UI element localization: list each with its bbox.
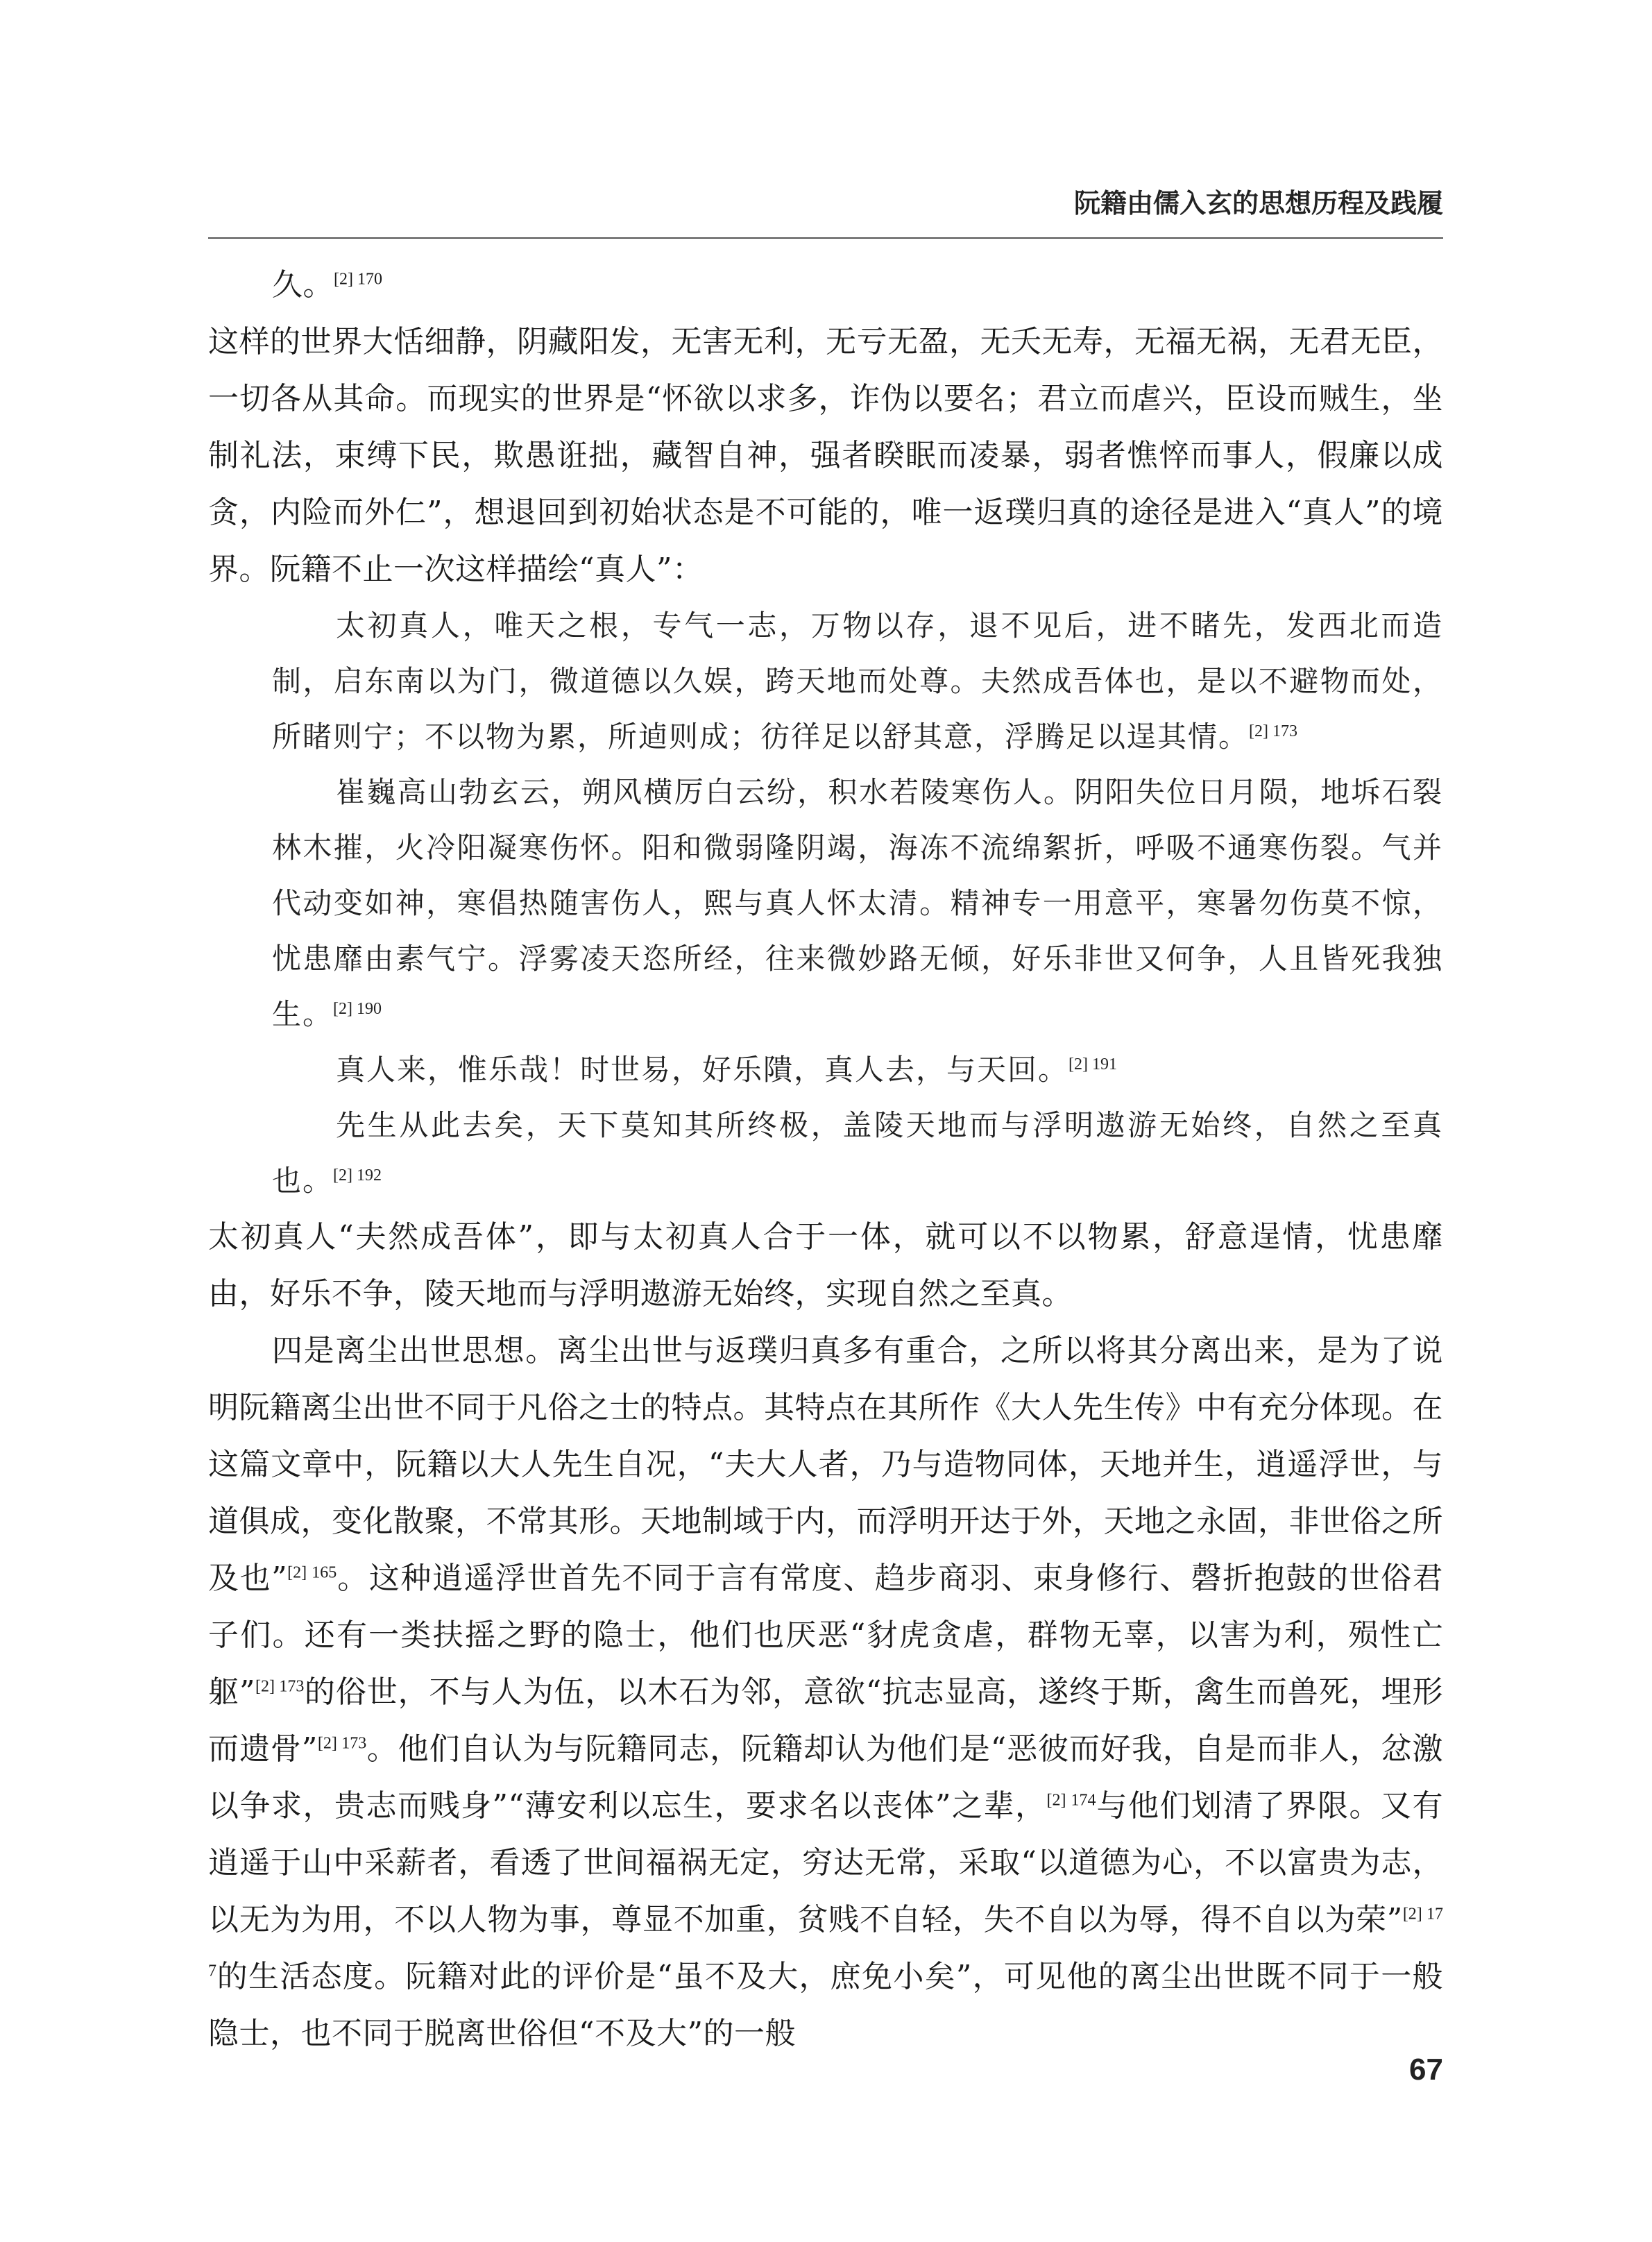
paragraph-3 xyxy=(208,1323,1443,2062)
main-text xyxy=(208,257,1443,2062)
block-quote-4 xyxy=(208,1098,1443,1209)
text: 久。 xyxy=(272,267,334,303)
text: 太初真人“夫然成吾体”，即与太初真人合于一体，就可以不以物累，舒意逞情，忧患靡由，好乐不争，陵天地而与浮明遨游无始终，实现自然之至真。 xyxy=(208,1219,1443,1311)
page-number: 67 xyxy=(1409,2053,1443,2087)
block-quote-2 xyxy=(208,765,1443,1042)
running-header: 阮籍由儒入玄的思想历程及践履 xyxy=(1073,188,1443,219)
text: 的俗世，不与人为伍，以木石为邻，意欲“抗志显高，遂终于斯，禽生而兽死，埋形而遗骨” xyxy=(208,1674,1443,1767)
citation: [2] 174 xyxy=(1046,1791,1096,1810)
text: 四是离尘出世思想。离尘出世与返璞归真多有重合，之所以将其分离出来，是为了说明阮籍离尘出世不同于凡俗之士的特点。其特点在其所作《大人先生传》中有充分体现。在这篇文章中，阮籍以大人先生自况，“夫大人者，乃与造物同体，天地并生，逍遥浮世，与道俱成，变化散聚，不常其形。天地制域于内，而浮明开达于外，天地之永固，非世俗之所及也” xyxy=(208,1333,1443,1596)
text: 先生从此去矣，天下莫知其所终极，盖陵天地而与浮明遨游无始终，自然之至真也。 xyxy=(272,1108,1443,1198)
citation: [2] 192 xyxy=(333,1166,382,1184)
block-quote-3 xyxy=(208,1042,1443,1098)
text: 。他们自认为与阮籍同志，阮籍却认为他们是“恶彼而好我，自是而非人，忿激以争求，贵志而贱身”“薄安利以忘生，要求名以丧体”之辈， xyxy=(208,1731,1443,1824)
text: 的生活态度。阮籍对此的评价是“虽不及大，庶免小矣”，可见他的离尘出世既不同于一般隐士，也不同于脱离世俗但“不及大”的一般 xyxy=(208,1959,1443,2051)
citation: [2] 191 xyxy=(1068,1055,1117,1073)
block-quotes xyxy=(208,598,1443,1209)
citation: [2] 165 xyxy=(287,1563,337,1582)
citation: [2] 177 xyxy=(208,1905,1444,1980)
text: 这样的世界大恬细静，阴藏阳发，无害无利，无亏无盈，无夭无寿，无福无祸，无君无臣，一切各从其命。而现实的世界是“怀欲以求多，诈伪以要名；君立而虐兴，臣设而贼生，坐制礼法，束缚下民，欺愚诳拙，藏智自神，强者睽眠而凌暴，弱者憔悴而事人，假廉以成贪，内险而外仁”，想退回到初始状态是不可能的，唯一返璞归真的途径是进入“真人”的境界。阮籍不止一次这样描绘“真人”： xyxy=(208,324,1443,587)
citation: [2] 190 xyxy=(333,1000,382,1018)
citation: [2] 173 xyxy=(317,1734,367,1753)
text: 崔巍高山勃玄云，朔风横厉白云纷，积水若陵寒伤人。阴阳失位日月陨，地坼石裂林木摧，火冷阳凝寒伤怀。阳和微弱隆阴竭，海冻不流绵絮折，呼吸不通寒伤裂。气并代动变如神，寒倡热随害伤人，熙与真人怀太清。精神专一用意平，寒暑勿伤莫不惊，忧患靡由素气宁。浮雾凌天恣所经，往来微妙路无倾，好乐非世又何争，人且皆死我独生。 xyxy=(272,775,1443,1031)
citation: [2] 173 xyxy=(1249,722,1297,740)
text: 。这种逍遥浮世首先不同于言有常度、趋步商羽、束身修行、磬折抱鼓的世俗君子们。还有一类扶摇之野的隐士，他们也厌恶“豺虎贪虐，群物无辜，以害为利，殒性亡躯” xyxy=(208,1561,1444,1710)
paragraph-2 xyxy=(208,1209,1443,1323)
header-divider xyxy=(208,237,1443,239)
text: 真人来，惟乐哉！时世易，好乐隤，真人去，与天回。 xyxy=(336,1053,1069,1087)
citation: [2] 173 xyxy=(255,1677,305,1696)
text: 太初真人，唯天之根，专气一志，万物以存，退不见后，进不睹先，发西北而造制，启东南以为门，微道德以久娱，跨天地而处尊。夫然成吾体也，是以不避物而处，所睹则宁；不以物为累，所逌则成；彷徉足以舒其意，浮腾足以逞其情。 xyxy=(272,609,1443,754)
paragraph-continuation-0 xyxy=(208,257,1443,314)
block-quote-1 xyxy=(208,598,1443,765)
text: 与他们划清了界限。又有逍遥于山中采薪者，看透了世间福祸无定，穷达无常，采取“以道德为心，不以富贵为志，以无为为用，不以人物为事，尊显不加重，贫贱不自轻，失不自以为辱，得不自以为荣” xyxy=(208,1788,1444,1937)
citation: [2] 170 xyxy=(334,270,382,289)
paragraph-1 xyxy=(208,314,1443,598)
